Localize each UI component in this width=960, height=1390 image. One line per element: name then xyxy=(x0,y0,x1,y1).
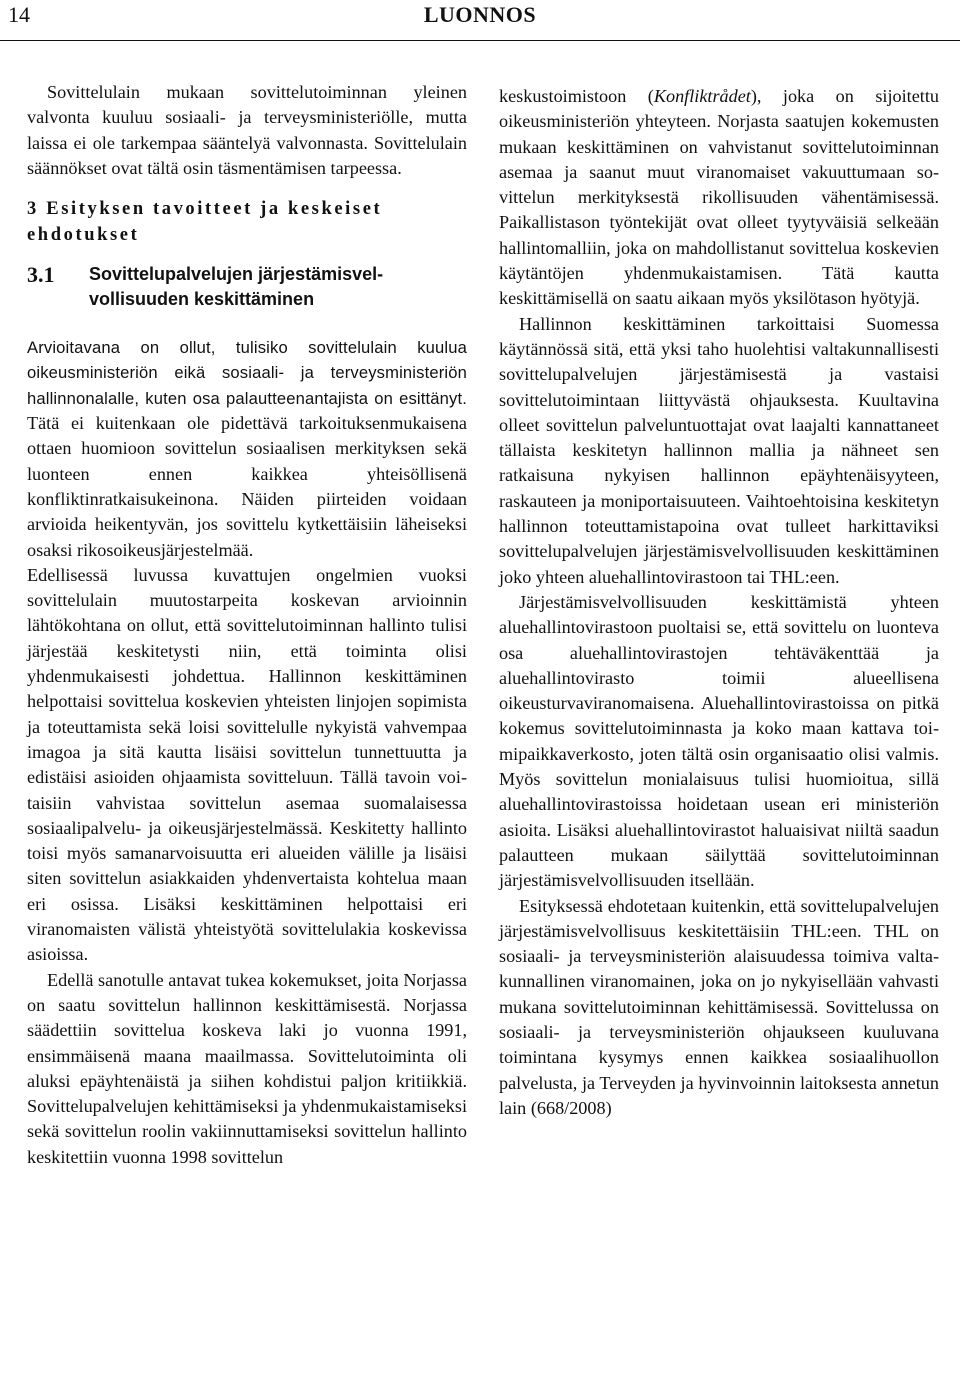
section-heading xyxy=(27,196,467,248)
left-column xyxy=(27,80,467,1170)
paragraph: Edellä sanotulle antavat tukea kokemukset, joita Norjassa on saatu sovittelun hallinnon keskittämisestä. Norjassa säädettiin sovittelua koskeva laki jo vuonna 1991, ensimmäisenä maana maailmassa. Sovittelutoiminta oli aluksi epäyhtenäistä ja siihen kohdistui paljon kritiikkiä. Sovittelupalvelujen kehittämiseksi ja yhdenmukaistamiseksi sekä sovittelun roolin vakiinnuttamiseksi sovittelun hallinto keskitettiin vuonna 1998 sovittelun xyxy=(27,969,467,1167)
subsection-heading xyxy=(27,262,467,312)
page-number: 14 xyxy=(8,2,30,27)
right-column xyxy=(499,84,939,1121)
paragraph-lead: Arvioitavana on ollut, tulisiko sovittelulain kuulua oikeusministeriön eikä sosiaali- ja terveysministeriön hallinnonalalle, kuten osa palautteenantajista on esittänyt. xyxy=(27,338,467,408)
subsection-title: Sovittelupalvelujen järjestämisvelvollisuuden keskittäminen xyxy=(89,264,384,310)
section-number: 3 xyxy=(27,199,37,220)
paragraph xyxy=(499,84,939,312)
paragraph-text: ), joka on sijoitettu oikeusministeriön yhteyteen. Norjasta saatujen kokemusten mukaan keskittäminen on vahvistanut sovittelutoiminnan asemaa ja saanut muut viranomaiset vakuuttumaan sovittelun merkityksestä rikollisuuden vähentämisessä. Paikallistason työntekijät ovat olleet tyytyväisiä selkeään hallintomalliin, joka on mahdollistanut sovittelua koskevien käytäntöjen yhdenmukaistamisen. Tätä kautta keskittämisellä on saatu aikaan myös yksilötason hyötyjä. xyxy=(499,86,939,309)
paragraph xyxy=(27,335,467,563)
paragraph: Järjestämisvelvollisuuden keskittämistä yhteen aluehallintovirastoon puoltaisi se, että sovittelu on luonteva osa aluehallintovirastojen tehtäväkenttää ja aluehallintovirasto toimii alueellisena oikeusturvaviranomaisena. Aluehallintovirastoissa on pitkä kokemus sovittelutoiminnasta ja koko maan kattava toimipaikkaverkosto, joten tältä osin organisaatio olisi valmis. Myös sovittelun monialaisuus tulisi huomioitua, sillä aluehallintovirastoissa hoidetaan usean eri ministeriön asioita. Lisäksi aluehallintovirastot haluaisivat niiltä saadun palautteen mukaan säilyttää sovittelutoiminnan järjestämisvelvollisuuden itsellään. xyxy=(499,591,939,891)
paragraph: Esityksessä ehdotetaan kuitenkin, että sovittelupalvelujen järjestämisvelvollisuus keskitettäisiin THL:een. THL on sosiaali- ja terveysministeriön alaisuudessa toimiva valtakunnallinen viranomainen, joka on jo nykyisellään vahvasti mukana sovittelutoiminnan kehittämisessä. Sovittelussa on sosiaali- ja terveysministeriön ohjaukseen kuuluvana toimintana kysymys ennen kaikkea sosiaalihuollon palvelusta, ja Terveyden ja hyvinvoinnin laitoksesta annetun lain (668/2008) xyxy=(499,895,939,1118)
running-title: LUONNOS xyxy=(423,2,537,27)
paragraph: Hallinnon keskittäminen tarkoittaisi Suomessa käytännössä sitä, että yksi taho huolehtisi valtakunnallisesti sovittelupalvelujen järjestämisestä ja vastaisi sovittelutoimintaan liittyvästä ohjauksesta. Kuultavina olleet sovittelun palveluntuottajat ovat laajalti kannattaneet tällaista keskitetyn hallinnon mallia ja nähneet sen ratkaisuna nykyisen hallinnon epäyhtenäisyyteen, raskauteen ja moniportaisuuteen. Vaihtoehtoisina keskitetyn hallinnon toteuttamistapoina ovat tulleet harkittaviksi sovittelupalvelujen järjestämisvelvollisuuden keskittäminen joko yhteen aluehallintovirastoon tai THL:een. xyxy=(499,313,939,587)
header-rule xyxy=(0,40,960,41)
subsection-number: 3.1 xyxy=(27,262,55,288)
paragraph-rest: Tätä ei kuitenkaan ole pidettävä tarkoituksenmukaisena ottaen huomioon sovittelun sosiaalisen merkityksen sekä luonteen ennen kaikkea yhteisöllisenä konfliktinratkaisukeinona. Näiden piirteiden voidaan arvioida heikentyvän, jos sovittelu kytkettäisiin läheiseksi osaksi rikosoikeusjärjestelmää. xyxy=(27,413,467,560)
intro-paragraph: Sovittelulain mukaan sovittelutoiminnan yleinen valvonta kuuluu sosiaali- ja terveysministeriölle, mutta laissa ei ole tarkempaa sääntelyä valvonnasta. Sovittelulain säännökset ovat tältä osin täsmentämisen tarpeessa. xyxy=(27,82,467,178)
paragraph-italic: Konfliktrådet xyxy=(653,86,751,106)
paragraph: Edellisessä luvussa kuvattujen ongelmien vuoksi sovittelulain muutostarpeita koskevan arvioinnin lähtökohtana on ollut, että sovittelutoiminnan hallinto tulisi järjestää keskitetysti niin, että toiminta olisi yhdenmukaisesti johdettua. Hallinnon keskittäminen helpottaisi sovittelua koskevien yhteisten linjojen sopimista ja toteuttamista sekä loisi sovittelulle nykyistä vahvempaa imagoa ja sitä kautta lisäisi sovittelun tunnettuutta ja edistäisi asioiden ohjaamista sovitteluun. Tällä tavoin voitaisiin vahvistaa sovittelun asemaa suomalaisessa sosiaalipalvelu- ja oikeusjärjestelmässä. Keskitetty hallinto toisi myös samanarvoisuutta eri alueiden välille ja lisäisi siten sovittelun asiakkaiden yhdenvertaista kohtelua maan eri osissa. Lisäksi keskittäminen helpottaisi eri viranomaisten välistä yhteistyötä sovittelulakia koskevissa asioissa. xyxy=(27,564,467,965)
section-title: Esityksen tavoitteet ja keskeiset ehdotukset xyxy=(27,199,383,246)
paragraph-text: keskustoimistoon ( xyxy=(499,86,654,106)
